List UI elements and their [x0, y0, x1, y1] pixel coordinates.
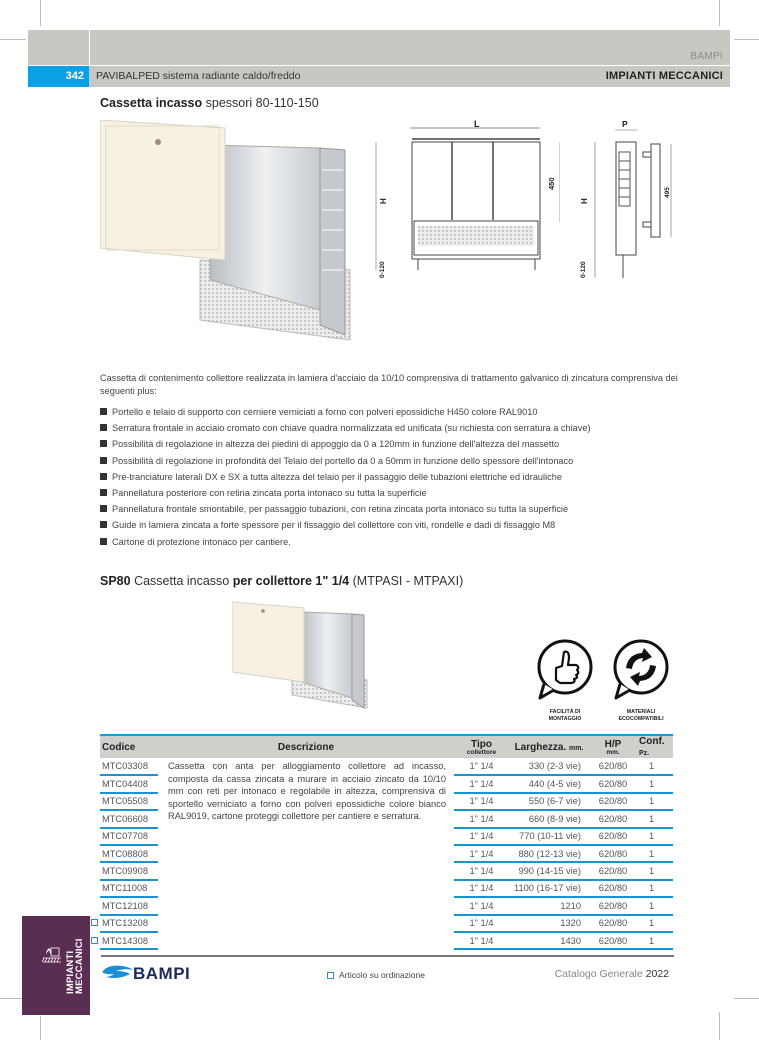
legend-text: Articolo su ordinazione [339, 970, 425, 980]
cell-empty [158, 880, 454, 897]
cell-tipo: 1" 1/4 [454, 758, 509, 775]
cell-tipo: 1" 1/4 [454, 793, 509, 810]
cell-code: MTC06608 [100, 810, 158, 827]
cell-larghezza: 550 (6-7 vie) [509, 793, 589, 810]
footer-divider [101, 955, 674, 957]
cell-tipo: 1" 1/4 [454, 845, 509, 862]
cell-conf: 1 [637, 775, 673, 792]
cell-empty [158, 932, 454, 949]
cell-hp: 620/80 [589, 915, 637, 932]
cell-larghezza: 880 (12-13 vie) [509, 845, 589, 862]
feature-item: Pre-tranciature laterali DX e SX a tutta altezza del telaio per il passaggio delle tubazioni elettriche ed idrauliche [100, 469, 700, 485]
cell-larghezza: 660 (8-9 vie) [509, 810, 589, 827]
cell-conf: 1 [637, 845, 673, 862]
product-photo-small [232, 600, 372, 710]
col-tipo [454, 735, 509, 758]
on-order-square-icon [327, 972, 334, 979]
cell-code: MTC04408 [100, 775, 158, 792]
table-header-row [100, 735, 673, 758]
cell-larghezza: 330 (2-3 vie) [509, 758, 589, 775]
col-tipo-sub: collettore [466, 748, 497, 756]
cell-tipo: 1" 1/4 [454, 810, 509, 827]
cell-empty [158, 862, 454, 879]
cell-hp: 620/80 [589, 845, 637, 862]
feature-item: Possibilità di regolazione in altezza dei piedini di appoggio da 0 a 120mm in funzione dell'altezza del massetto [100, 436, 700, 452]
badge-caption-1: FACILITÀ DI [549, 709, 581, 715]
feature-item: Pannellatura posteriore con retina zincata porta intonaco su tutta la superficie [100, 485, 700, 501]
cell-conf: 1 [637, 915, 673, 932]
cell-tipo: 1" 1/4 [454, 880, 509, 897]
feature-item: Serratura frontale in acciaio cromato con chiave quadra normalizzata ed unificata (su richiesta con serratura a chiave) [100, 420, 700, 436]
cell-tipo: 1" 1/4 [454, 862, 509, 879]
col-description: Descrizione [158, 735, 454, 758]
on-order-marker-icon [91, 919, 98, 926]
col-larghezza-label: Larghezza. [514, 741, 567, 753]
dim-label-450: 450 [547, 177, 556, 190]
side-tab-line2: MECCANICI [74, 938, 85, 994]
cell-larghezza: 1210 [509, 897, 589, 914]
crop-mark [40, 1016, 41, 1040]
cell-larghezza: 990 (14-15 vie) [509, 862, 589, 879]
cell-conf: 1 [637, 880, 673, 897]
feature-item: Possibilità di regolazione in profondità del Telaio del portello da 0 a 50mm in funzione dello spessore dell'intonaco [100, 453, 700, 469]
cell-empty [158, 915, 454, 932]
header-subtitle: PAVIBALPED sistema radiante caldo/freddo [96, 70, 301, 82]
cell-code: MTC09908 [100, 862, 158, 879]
col-code: Codice [100, 735, 158, 758]
page-number: 342 [28, 66, 89, 87]
product-title-bold: per collettore 1" 1/4 [232, 574, 350, 588]
table-row [100, 915, 673, 932]
cell-code: MTC11008 [100, 880, 158, 897]
catalog-text: Catalogo Generale [554, 968, 643, 980]
dim-label-length: L [474, 119, 480, 129]
col-larghezza [509, 735, 589, 758]
col-conf [637, 735, 673, 758]
catalog-year: 2022 [645, 968, 669, 980]
recycle-icon [612, 638, 670, 702]
cell-empty [158, 897, 454, 914]
table-row [100, 880, 673, 897]
technical-drawing-front [370, 118, 560, 278]
crop-mark [719, 0, 720, 26]
technical-drawing-side [575, 118, 675, 278]
cell-tipo: 1" 1/4 [454, 775, 509, 792]
cell-conf: 1 [637, 810, 673, 827]
cell-hp: 620/80 [589, 775, 637, 792]
cell-hp: 620/80 [589, 932, 637, 949]
dim-label-495: 495 [664, 187, 671, 198]
cell-conf: 1 [637, 793, 673, 810]
section-title-rest: spessori 80-110-150 [205, 96, 319, 110]
table-row [100, 897, 673, 914]
cell-tipo: 1" 1/4 [454, 915, 509, 932]
header-category: IMPIANTI MECCANICI [605, 70, 723, 82]
product-title-mid: Cassetta incasso [134, 574, 230, 588]
cell-tipo: 1" 1/4 [454, 932, 509, 949]
table-row [100, 845, 673, 862]
col-larghezza-unit: mm. [569, 744, 584, 752]
badge-caption-2: MONTAGGIO [548, 715, 582, 722]
col-conf-label: Conf. [639, 736, 665, 747]
cell-hp: 620/80 [589, 810, 637, 827]
cell-larghezza: 440 (4-5 vie) [509, 775, 589, 792]
cell-larghezza: 1320 [509, 915, 589, 932]
crop-mark [719, 1012, 720, 1040]
cell-code: MTC07708 [100, 828, 158, 845]
cell-conf: 1 [637, 862, 673, 879]
product-photo [100, 120, 355, 345]
badge-eco-materials [608, 638, 674, 722]
cell-code: MTC03308 [100, 758, 158, 775]
section-title [100, 96, 319, 110]
cell-empty [158, 845, 454, 862]
catalog-label [555, 968, 669, 980]
cell-hp: 620/80 [589, 880, 637, 897]
cell-tipo: 1" 1/4 [454, 828, 509, 845]
table-row [100, 758, 673, 775]
col-hp-label: H/P [604, 738, 622, 750]
table-row [100, 932, 673, 949]
badge-caption-1: MATERIALI [626, 709, 656, 715]
side-tab-label [66, 938, 84, 994]
bampi-logo-icon [100, 962, 134, 980]
header-band [28, 30, 730, 65]
col-hp [589, 735, 637, 758]
product-table [100, 734, 673, 950]
side-tab-line1: IMPIANTI [65, 950, 76, 994]
dim-label-feet: 0-120 [379, 261, 386, 278]
dim-label-height-side: H [580, 198, 589, 204]
flame-radiator-icon [42, 946, 62, 964]
header-brand: BAMPI [690, 51, 723, 62]
badge-caption-2: ECOCOMPATIBILI [618, 715, 664, 722]
crop-mark [0, 39, 26, 40]
cell-code: MTC14308 [100, 932, 158, 949]
feature-item: Portello e telaio di supporto con cerniere verniciati a forno con polveri epossidiche H450 colore RAL9010 [100, 404, 700, 420]
feature-item: Guide in lamiera zincata a forte spessore per il fissaggio del collettore con viti, rondelle e dadi di fissaggio M8 [100, 517, 700, 533]
cell-hp: 620/80 [589, 793, 637, 810]
dim-label-feet-side: 0-120 [580, 261, 587, 278]
product-title [100, 574, 463, 588]
feature-item: Pannellatura frontale smontabile, per passaggio tubazioni, con retina zincata porta intonaco su tutta la superficie [100, 501, 700, 517]
cell-code: MTC13208 [100, 915, 158, 932]
cell-hp: 620/80 [589, 758, 637, 775]
thumbs-up-icon [536, 638, 594, 702]
cell-hp: 620/80 [589, 828, 637, 845]
cell-code: MTC05508 [100, 793, 158, 810]
crop-mark [40, 0, 41, 26]
section-title-bold: Cassetta incasso [100, 96, 203, 110]
cell-hp: 620/80 [589, 897, 637, 914]
feature-list [100, 404, 700, 550]
on-order-marker-icon [91, 937, 98, 944]
dim-label-height: H [379, 198, 388, 204]
cell-larghezza: 770 (10-11 vie) [509, 828, 589, 845]
cell-larghezza: 1430 [509, 932, 589, 949]
cell-description: Cassetta con anta per alloggiamento collettore ad incasso, composta da cassa zincata a murare in acciaio zincato da 10/10 mm con reti per intonaco e regolabile in altezza, comprensiva di sportello verniciato a forno con polveri epossidiche colore bianco RAL9019, cartone proteggi collettore per cantiere e serratura. [168, 761, 446, 822]
cell-larghezza: 1100 (16-17 vie) [509, 880, 589, 897]
product-title-rest: (MTPASI - MTPAXI) [352, 574, 464, 588]
legend-on-order [327, 970, 425, 980]
crop-mark [734, 998, 759, 999]
side-category-tab [22, 916, 90, 1015]
col-conf-unit: Pz. [639, 750, 650, 757]
col-hp-sub: mm. [606, 748, 620, 756]
cell-hp: 620/80 [589, 862, 637, 879]
table-row [100, 862, 673, 879]
bampi-logo-text: BAMPI [133, 964, 191, 983]
badge-easy-assembly [535, 638, 595, 722]
cell-tipo: 1" 1/4 [454, 897, 509, 914]
product-code: SP80 [100, 574, 131, 588]
intro-text: Cassetta di contenimento collettore realizzata in lamiera d'acciaio da 10/10 comprensiva di trattamento galvanico di zincatura comprensiva dei seguenti plus: [100, 373, 678, 396]
cell-conf: 1 [637, 758, 673, 775]
col-tipo-label: Tipo [471, 738, 492, 750]
dim-label-depth: P [622, 119, 628, 129]
crop-mark [734, 39, 759, 40]
header-bar [28, 66, 730, 87]
cell-code: MTC08808 [100, 845, 158, 862]
cell-conf: 1 [637, 828, 673, 845]
feature-item: Cartone di protezione intonaco per cantiere. [100, 534, 700, 550]
cell-code: MTC12108 [100, 897, 158, 914]
cell-conf: 1 [637, 897, 673, 914]
cell-conf: 1 [637, 932, 673, 949]
